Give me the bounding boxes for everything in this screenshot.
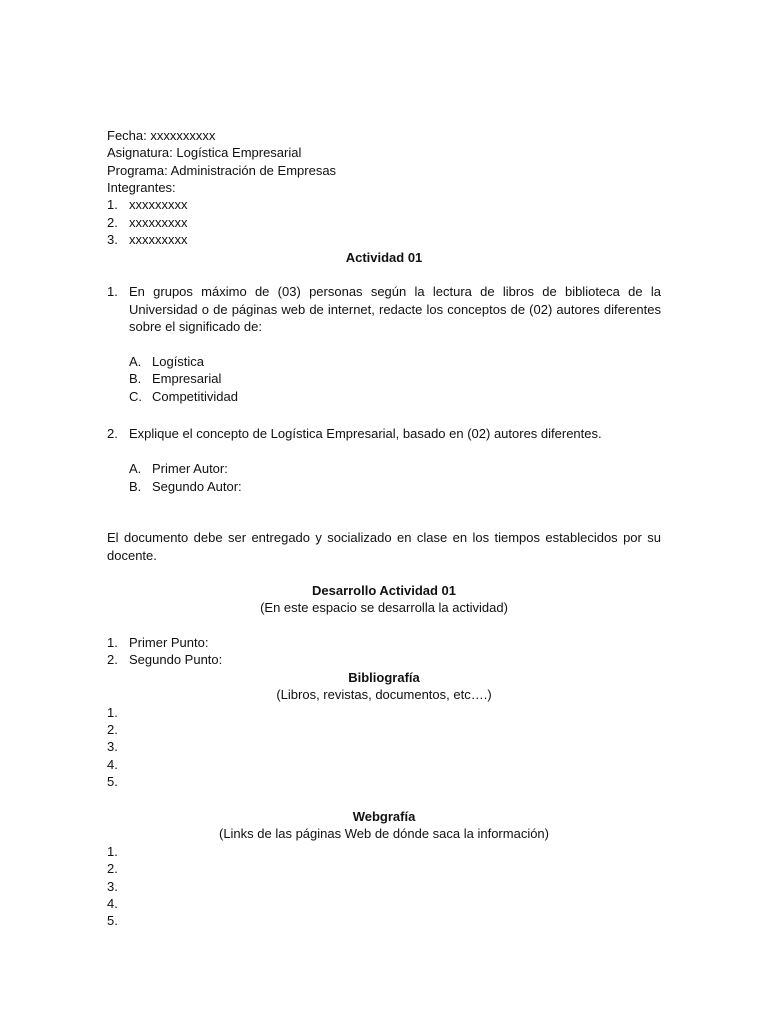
question-number: 2. <box>107 426 118 441</box>
bibliography-item: 2. <box>107 722 118 737</box>
point-text: Segundo Punto: <box>129 652 223 667</box>
webography-item: 5. <box>107 913 118 928</box>
development-title: Desarrollo Actividad 01 <box>311 583 456 598</box>
point-text: Primer Punto: <box>129 635 209 650</box>
integrante-name: xxxxxxxxx <box>129 232 188 247</box>
integrante-number: 3. <box>107 232 118 247</box>
integrante-name: xxxxxxxxx <box>129 197 188 212</box>
activity-title: Actividad 01 <box>345 250 423 265</box>
webography-item: 2. <box>107 861 118 876</box>
option-letter: C. <box>129 389 142 404</box>
webography-item: 4. <box>107 896 118 911</box>
bibliography-item: 5. <box>107 774 118 789</box>
bibliography-subtitle: (Libros, revistas, documentos, etc….) <box>276 687 492 702</box>
integrante-number: 1. <box>107 197 118 212</box>
bibliography-item: 1. <box>107 705 118 720</box>
webography-subtitle: (Links de las páginas Web de dónde saca la información) <box>218 826 549 841</box>
programa-line: Programa: Administración de Empresas <box>107 163 337 178</box>
question-text: Explique el concepto de Logística Empresarial, basado en (02) autores diferentes. <box>129 426 602 441</box>
webography-item: 1. <box>107 844 118 859</box>
option-text: Empresarial <box>152 371 222 386</box>
asignatura-line: Asignatura: Logística Empresarial <box>107 145 302 160</box>
option-text: Primer Autor: <box>152 461 228 476</box>
option-letter: B. <box>129 371 142 386</box>
option-letter: A. <box>129 461 142 476</box>
option-text: Logística <box>152 354 205 369</box>
bibliography-title: Bibliografía <box>348 670 420 685</box>
fecha-line: Fecha: xxxxxxxxxx <box>107 128 216 143</box>
option-text: Competitividad <box>152 389 238 404</box>
point-number: 2. <box>107 652 118 667</box>
question-number: 1. <box>107 284 118 299</box>
option-text: Segundo Autor: <box>152 479 242 494</box>
development-subtitle: (En este espacio se desarrolla la actividad) <box>260 600 508 615</box>
option-letter: B. <box>129 479 142 494</box>
webography-title: Webgrafía <box>352 809 416 824</box>
option-letter: A. <box>129 354 142 369</box>
webography-item: 3. <box>107 879 118 894</box>
bibliography-item: 3. <box>107 739 118 754</box>
delivery-note: El documento debe ser entregado y socializado en clase en los tiempos establecidos por su docente. <box>107 530 661 563</box>
integrante-number: 2. <box>107 215 118 230</box>
question-text: En grupos máximo de (03) personas según la lectura de libros de biblioteca de la Universidad o de páginas web de internet, redacte los conceptos de (02) autores diferentes sobre el significado de: <box>129 284 661 334</box>
point-number: 1. <box>107 635 118 650</box>
bibliography-item: 4. <box>107 757 118 772</box>
integrantes-label: Integrantes: <box>107 180 176 195</box>
integrante-name: xxxxxxxxx <box>129 215 188 230</box>
